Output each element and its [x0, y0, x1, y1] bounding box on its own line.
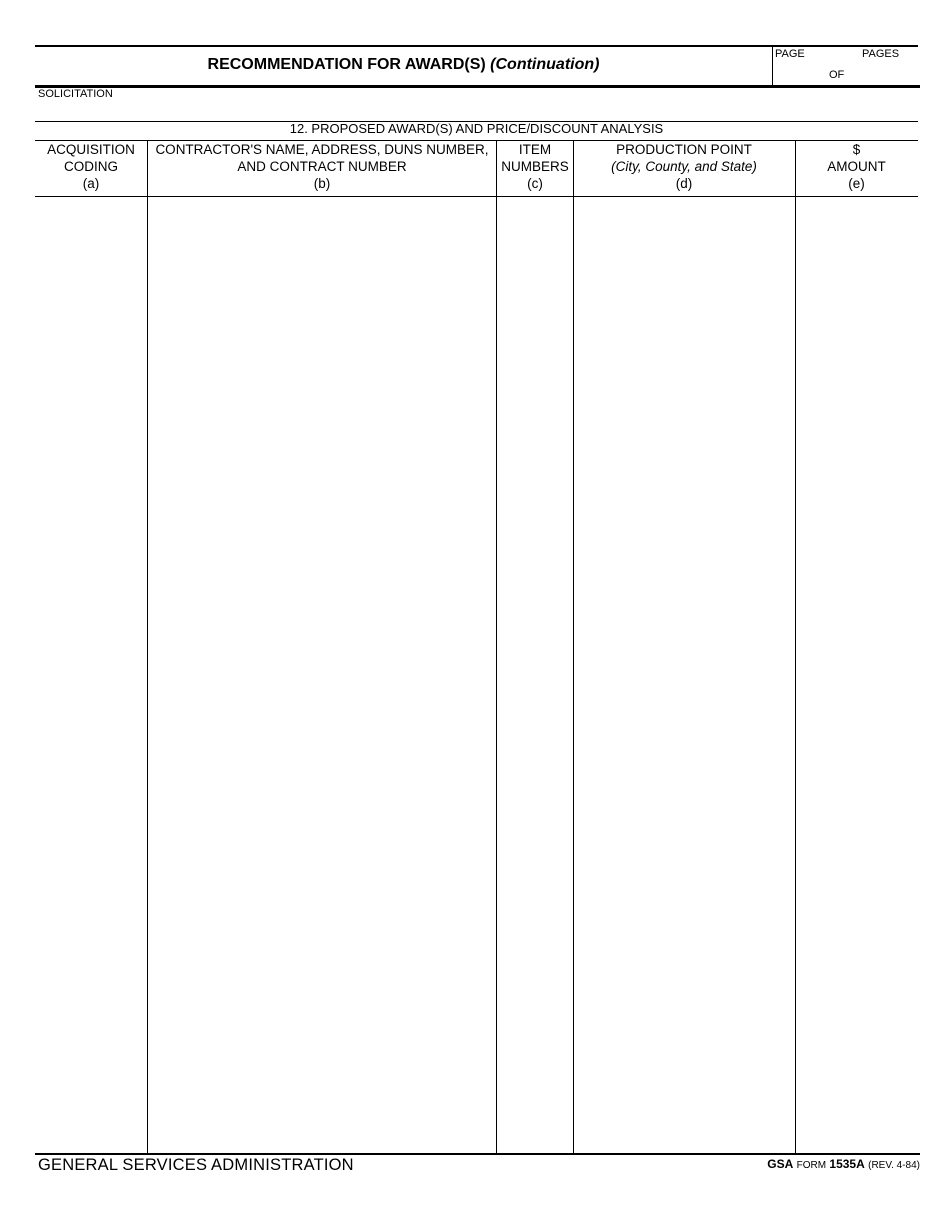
col-d-line1: PRODUCTION POINT [616, 142, 752, 157]
contractor-entry[interactable] [149, 198, 495, 1152]
page-number-field[interactable] [808, 48, 856, 62]
page-box-divider [772, 45, 773, 86]
page-of-field[interactable] [846, 64, 916, 82]
form-gsa: GSA [767, 1157, 794, 1171]
form-number [767, 1157, 920, 1171]
col-header-production-point [573, 141, 795, 192]
col-divider-ab [147, 140, 148, 1154]
pages-label: PAGES [862, 48, 900, 60]
production-point-entry[interactable] [575, 198, 794, 1152]
col-b-line2: AND CONTRACT NUMBER [237, 159, 407, 174]
col-a-line2: CODING [64, 159, 118, 174]
amount-entry[interactable] [797, 198, 917, 1152]
col-divider-de [795, 140, 796, 1154]
col-e-line2: AMOUNT [827, 159, 886, 174]
of-label: OF [829, 69, 845, 81]
col-divider-cd [573, 140, 574, 1154]
form-revision: (REV. 4-84) [868, 1160, 920, 1171]
acquisition-coding-entry[interactable] [36, 198, 146, 1152]
col-divider-bc [496, 140, 497, 1154]
col-header-item-numbers [497, 141, 573, 192]
col-d-letter: (d) [675, 176, 693, 191]
col-e-letter: (e) [848, 176, 865, 191]
header-bottom-rule [35, 196, 918, 197]
col-c-line2: NUMBERS [501, 159, 569, 174]
col-c-letter: (c) [527, 176, 543, 191]
solicitation-label: SOLICITATION [38, 88, 113, 100]
form-word: FORM [796, 1160, 827, 1171]
col-a-letter: (a) [82, 176, 100, 191]
page-label: PAGE [775, 48, 805, 60]
col-d-line2: (City, County, and State) [611, 159, 757, 174]
col-a-line1: ACQUISITION [47, 142, 135, 157]
col-header-amount [795, 141, 918, 192]
col-b-line1: CONTRACTOR'S NAME, ADDRESS, DUNS NUMBER, [155, 142, 489, 157]
col-header-acquisition-coding [35, 141, 147, 192]
form-title [35, 56, 772, 74]
title-rule [35, 85, 920, 88]
top-rule [35, 45, 918, 47]
col-e-line1: $ [852, 142, 861, 157]
form-title-suffix: (Continuation) [490, 56, 600, 73]
form-title-main: RECOMMENDATION FOR AWARD(S) [207, 56, 486, 73]
section-title: 12. PROPOSED AWARD(S) AND PRICE/DISCOUNT ANALYSIS [289, 121, 664, 136]
col-b-letter: (b) [313, 176, 331, 191]
col-header-contractor [147, 141, 497, 192]
col-c-line1: ITEM [518, 142, 552, 157]
agency-name: GENERAL SERVICES ADMINISTRATION [38, 1156, 354, 1174]
solicitation-field[interactable] [38, 101, 918, 119]
item-numbers-entry[interactable] [498, 198, 572, 1152]
bottom-rule [35, 1153, 920, 1155]
form-code: 1535A [829, 1157, 865, 1171]
